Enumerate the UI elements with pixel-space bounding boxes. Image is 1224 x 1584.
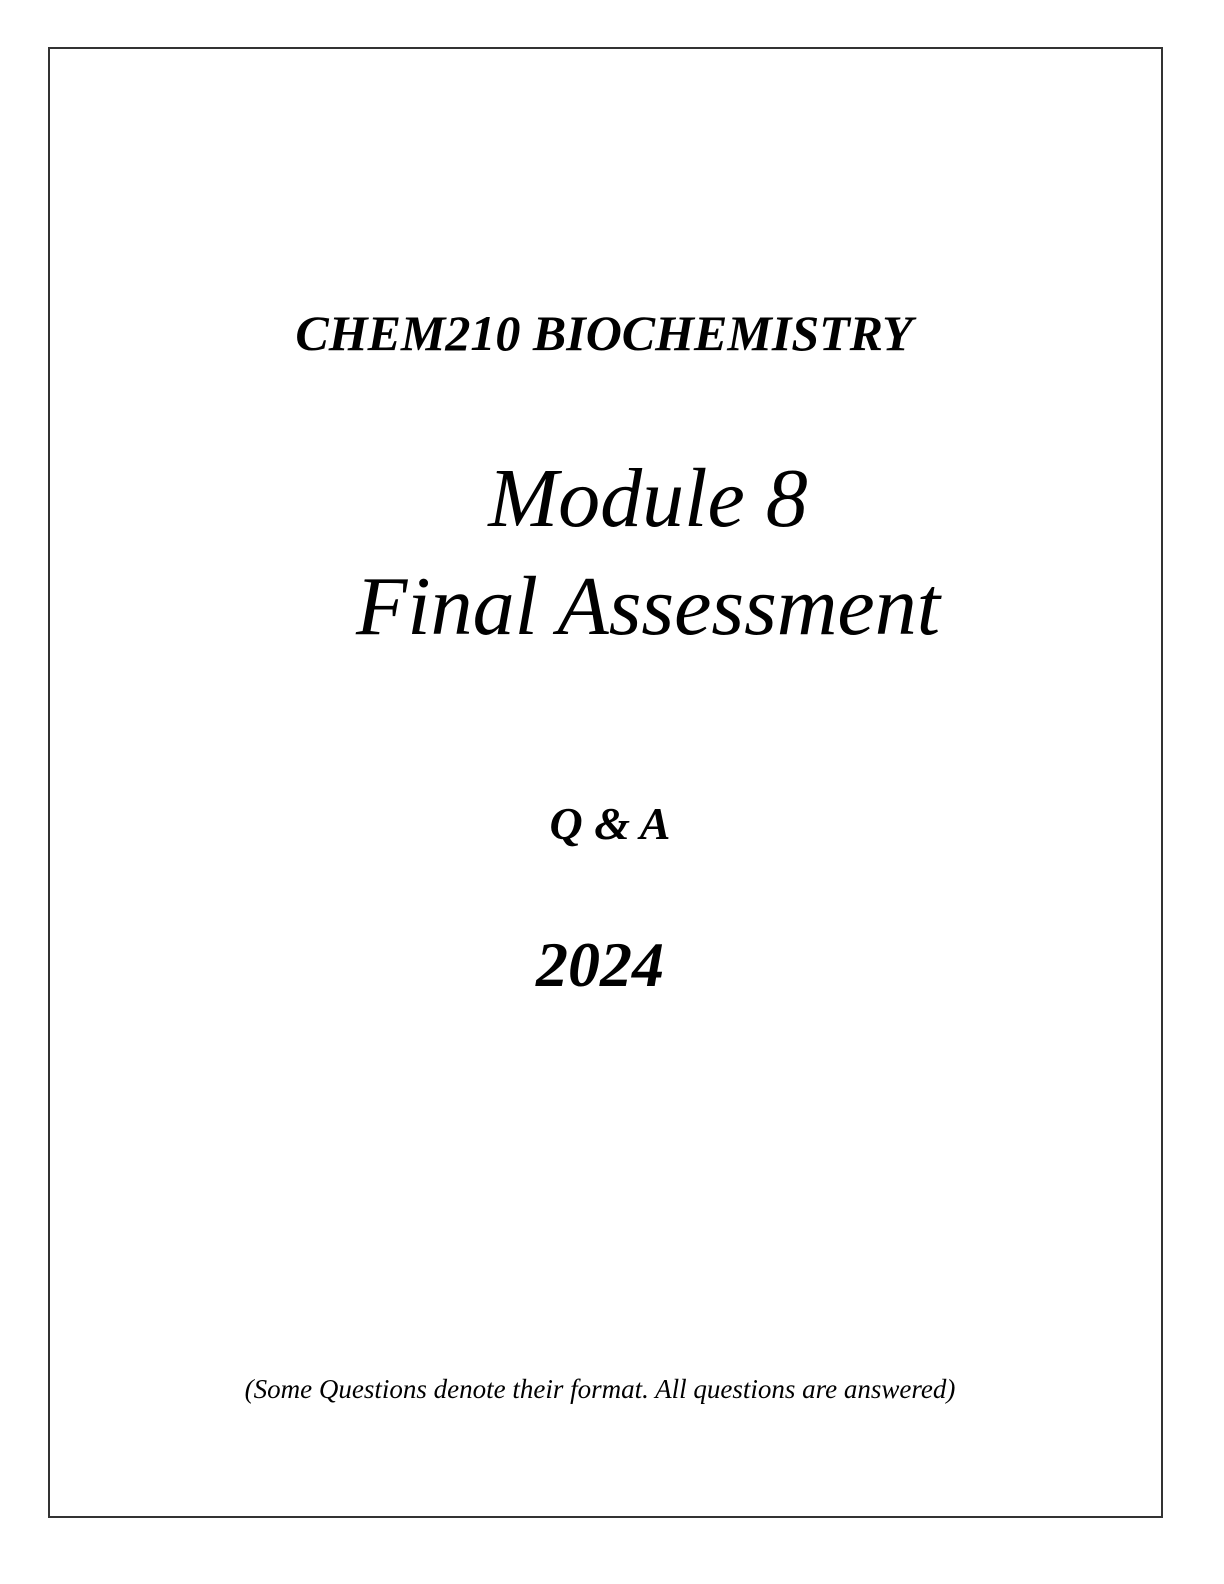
footnote: (Some Questions denote their format. All questions are answered) <box>244 1374 956 1404</box>
module-title: Module 8 <box>488 452 808 545</box>
page-border <box>48 47 1163 1518</box>
year-label: 2024 <box>536 929 664 1000</box>
assessment-title: Final Assessment <box>355 560 941 653</box>
qa-label: Q & A <box>549 798 671 849</box>
course-title: CHEM210 BIOCHEMISTRY <box>295 305 913 361</box>
